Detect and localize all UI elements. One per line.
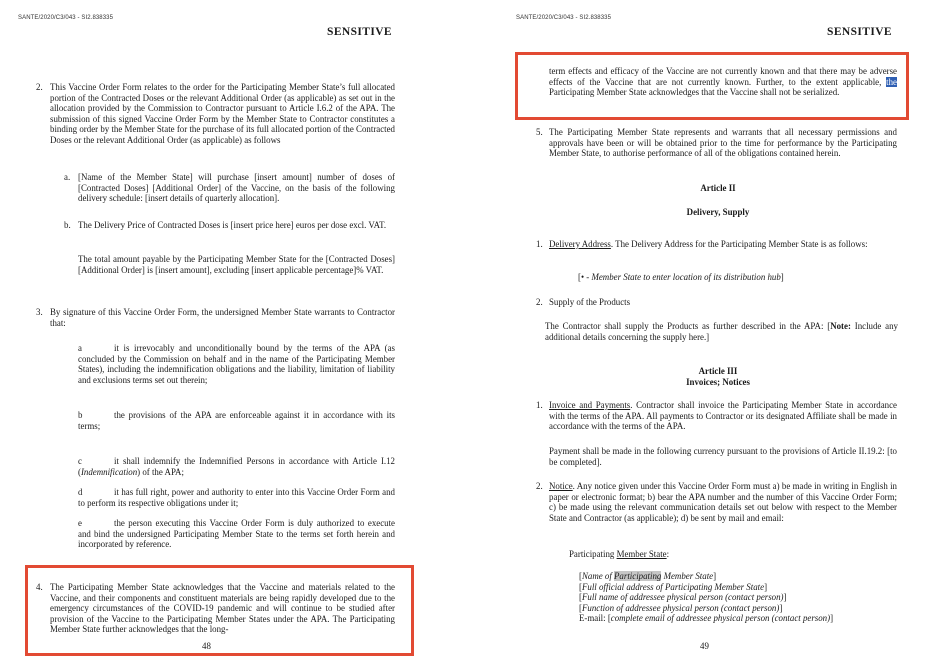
email-label: E-mail: [: [579, 613, 611, 624]
address-block: [579, 571, 909, 624]
address-fullname-text: Full name of addressee physical person (contact person): [581, 592, 784, 603]
paragraph-number: 2.: [536, 297, 543, 307]
paragraph-number: 2.: [536, 481, 543, 491]
page-number: 49: [700, 641, 709, 651]
classification-label: SENSITIVE: [327, 26, 392, 38]
paragraph-3d: [78, 487, 395, 508]
notice-paragraph: [549, 481, 897, 523]
address-name-prefix: Name of: [581, 571, 615, 581]
item-letter: d: [78, 487, 83, 497]
item-letter: a.: [64, 172, 71, 182]
paragraph-3c: [78, 456, 395, 477]
paragraph-3a-text: it is irrevocably and unconditionally bound by the terms of the APA (as concluded by the Commission on behalf and in the name of the Participating Member States), including the indemnification obligations and the liability, limitation of liability and exclusions terms set out therein;: [78, 343, 395, 385]
paragraph-number: 4.: [36, 582, 43, 592]
address-official-text: Full official address of Participating Member State: [581, 581, 765, 592]
article-2-title: Article II: [700, 183, 736, 193]
address-line-fullname: [Full name of addressee physical person (contact person)]: [579, 592, 787, 603]
bracket: ]: [830, 613, 834, 624]
paragraph-2a: [Name of the Member State] will purchase [insert amount] number of doses of [Contracted Doses] [Additional Order] of the Vaccine, on the basis of the following delivery schedule: [insert details of quarterly allocation].: [78, 172, 395, 204]
bracket: [: [579, 571, 582, 581]
paragraph-2: This Vaccine Order Form relates to the order for the Participating Member State’s full allocated portion of the Contracted Doses or the relevant Additional Order (as applicable) as set out in the allocation provided by the Commission to Contractor pursuant to Article I.6.2 of the APA. The submission of this signed Vaccine Order Form by the Member State to Contractor constitutes a binding order by the Member State for the purchase of its full allocated portion of the Contracted Doses or the relevant Additional Order (as applicable) as follows: [50, 82, 395, 145]
doc-reference: SANTE/2020/C3/043 - SI2.838335: [516, 15, 612, 21]
notice-label: Notice: [549, 481, 573, 491]
note-label: Note:: [830, 321, 851, 331]
delivery-address-text: . The Delivery Address for the Participating Member State is as follows:: [610, 239, 868, 249]
supply-paragraph: [545, 321, 898, 342]
paragraph-3e-text: the person executing this Vaccine Order Form is duly authorized to execute and bind the undersigned Participating Member State to the terms set forth herein and incorporated by reference.: [78, 518, 395, 550]
pms-prefix: Participating: [569, 549, 617, 559]
paragraph-number: 2.: [36, 82, 43, 92]
article-3-subtitle: Invoices; Notices: [686, 377, 750, 387]
address-line-function: [Function of addressee physical person (contact person)]: [579, 602, 783, 613]
placeholder-italic: Member State to enter location of its distribution hub: [591, 272, 781, 282]
item-letter: b: [78, 410, 83, 420]
address-line-official: [Full official address of Participating Member State]: [579, 581, 768, 592]
bracket: ]: [713, 571, 717, 581]
item-letter: a: [78, 343, 82, 353]
paragraph-number: 1.: [536, 239, 543, 249]
address-name-suffix: Member State: [661, 571, 714, 581]
supply-text-end: Include any additional details concerning the supply here.]: [545, 321, 898, 342]
paragraph-3e: [78, 518, 395, 550]
participating-member-state-heading: [569, 549, 869, 560]
paragraph-5: The Participating Member State represents and warrants that all necessary permissions and approvals have been or will be obtained prior to the time for performance by the Participating Member State, to authorise performance of all of the obligations contained herein.: [549, 127, 897, 159]
pms-label: Member State: [616, 549, 667, 559]
payment-paragraph: Payment shall be made in the following currency pursuant to the provisions of Article II.19.2: [to be completed].: [549, 446, 897, 467]
paragraph-number: 1.: [536, 400, 543, 410]
invoice-label: Invoice and Payments: [549, 400, 631, 410]
supply-text: The Contractor shall supply the Products as further described in the APA: [: [545, 321, 831, 331]
address-line-email: [579, 613, 909, 624]
indemnification-term: Indemnification: [80, 466, 138, 477]
paragraph-number: 5.: [536, 127, 543, 137]
email-placeholder: complete email of addressee physical person (contact person): [610, 613, 831, 624]
page-number: 48: [202, 641, 211, 651]
item-letter: c: [78, 456, 82, 466]
placeholder-suffix: ]: [780, 272, 784, 282]
classification-label: SENSITIVE: [827, 26, 892, 38]
article-2-subtitle: Delivery, Supply: [686, 207, 750, 217]
continuation-text: term effects and efficacy of the Vaccine are not currently known and that there may be adverse effects of the Vaccine that are not currently known. Further, to the extent applicable,: [549, 66, 897, 87]
delivery-address-label: Delivery Address: [549, 239, 611, 249]
delivery-address-paragraph: [549, 239, 897, 250]
paragraph-3b: [78, 410, 395, 431]
paragraph-2b: The Delivery Price of Contracted Doses is [insert price here] euros per dose excl. VAT.: [78, 220, 387, 230]
invoice-paragraph: [549, 400, 897, 432]
selected-text[interactable]: the: [886, 76, 897, 87]
supply-heading: Supply of the Products: [549, 297, 631, 307]
paragraph-4-continued: [549, 66, 897, 98]
address-line-name: [579, 571, 909, 582]
paragraph-4: The Participating Member State acknowledges that the Vaccine and materials related to the Vaccine, and their components and constituent materials are being rapidly developed due to the emergency circumstances of the COVID-19 pandemic and will continue to be studied after provision of the Vaccine to the Participating Member States under the APA. The Participating Member State further acknowledges that the long-: [50, 582, 395, 635]
continuation-text-end: Participating Member State acknowledges that the Vaccine shall not be serialized.: [549, 87, 840, 98]
pms-colon: :: [666, 549, 670, 559]
address-function-text: Function of addressee physical person (contact person): [581, 602, 780, 613]
notice-text: . Any notice given under this Vaccine Order Form must a) be made in writing in English in paper or electronic format; b) bear the APA number and the number of this Vaccine Order Form; c) be made using the relevant communication details set out below with respect to the Member State and Contractor (as applicable); d) be sent by mail and email:: [549, 481, 897, 523]
delivery-address-placeholder: [578, 272, 898, 283]
item-letter: e: [78, 518, 82, 528]
paragraph-3: By signature of this Vaccine Order Form, the undersigned Member State warrants to Contractor that:: [50, 307, 395, 328]
article-3-title: Article III: [698, 366, 738, 376]
placeholder-prefix: [• -: [578, 272, 592, 282]
paragraph-3c-text-end: ) of the APA;: [137, 466, 184, 477]
paragraph-3b-text: the provisions of the APA are enforceable against it in accordance with its terms;: [78, 410, 395, 431]
invoice-text: . Contractor shall invoice the Participating Member State in accordance with the terms of the APA. All payments to Contractor or its designated Affiliate shall be made in accordance with the terms of the APA.: [549, 400, 897, 432]
paragraph-3d-text: it has full right, power and authority to enter into this Vaccine Order Form and to perform its respective obligations under it;: [78, 487, 395, 508]
document-page-49: [468, 0, 936, 672]
paragraph-number: 3.: [36, 307, 43, 317]
paragraph-3a: [78, 343, 395, 385]
paragraph-3c-text: it shall indemnify the Indemnified Persons in accordance with Article I.12 (: [78, 456, 395, 477]
item-letter: b.: [64, 220, 71, 230]
paragraph-2b-total: The total amount payable by the Participating Member State for the [Contracted Doses] [Additional Order] is [insert amount], excluding [insert applicable percentage]% VAT.: [78, 254, 395, 275]
doc-reference: SANTE/2020/C3/043 - SI2.838335: [18, 15, 114, 21]
search-highlight: Participating: [614, 571, 662, 581]
